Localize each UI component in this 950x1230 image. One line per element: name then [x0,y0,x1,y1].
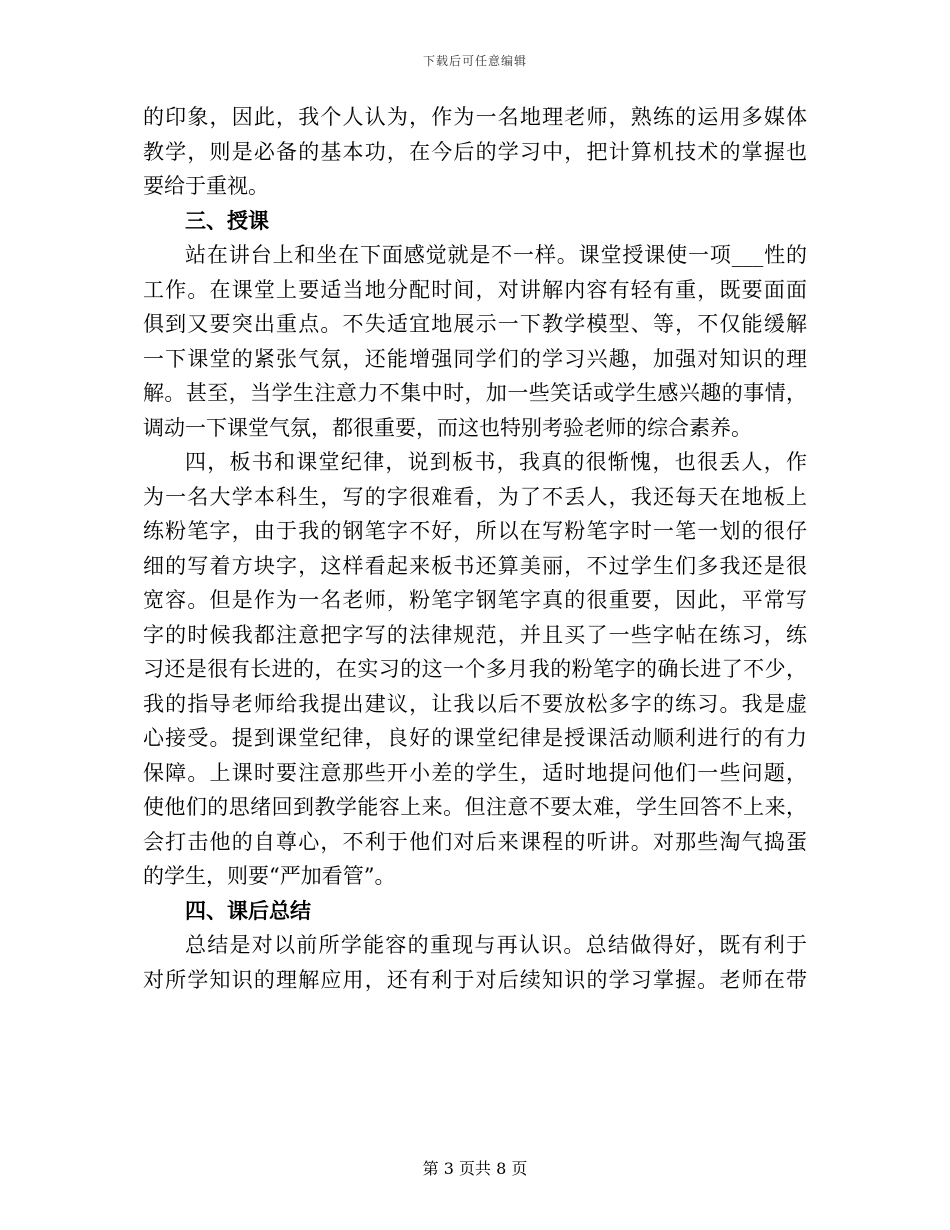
body-line: 教学，则是必备的基本功，在今后的学习中，把计算机技术的掌握也 [143,139,807,164]
body-line: 字的时候我都注意把字写的法律规范，并且买了一些字帖在练习，练 [143,622,807,647]
body-line: 我的指导老师给我提出建议，让我以后不要放松多字的练习。我是虚 [143,691,807,716]
body-line: 练粉笔字，由于我的钢笔字不好，所以在写粉笔字时一笔一划的很仔 [143,519,807,543]
section-heading: 三、授课 [185,207,269,233]
body-line: 细的写着方块字，这样看起来板书还算美丽，不过学生们多我还是很 [143,553,807,578]
page-number: 第 3 页共 8 页 [422,1159,528,1178]
body-line: 一下课堂的紧张气氛，还能增强同学们的学习兴趣，加强对知识的理 [143,346,807,371]
body-line: 心接受。提到课堂纪律，良好的课堂纪律是授课活动顺利进行的有力 [143,726,807,750]
page-header: 下载后可任意编辑 [422,54,527,68]
body-line: 解。甚至，当学生注意力不集中时，加一些笑话或学生感兴趣的事情， [143,381,807,405]
body-line: 调动一下课堂气氛，都很重要，而这也特别考验老师的综合素养。 [143,415,752,440]
body-line: 站在讲台上和坐在下面感觉就是不一样。课堂授课使一项___性的 [185,243,807,267]
body-line: 保障。上课时要注意那些开小差的学生，适时地提问他们一些问题， [143,760,807,785]
body-line: 使他们的思绪回到教学能容上来。但注意不要太难，学生回答不上来， [143,795,807,819]
body-line: 俱到又要突出重点。不失适宜地展示一下教学模型、等，不仅能缓解 [143,312,807,336]
body-line: 工作。在课堂上要适当地分配时间，对讲解内容有轻有重，既要面面 [143,277,807,302]
body-line: 的印象，因此，我个人认为，作为一名地理老师，熟练的运用多媒体 [143,105,807,129]
body-line: 的学生，则要“严加看管”。 [143,864,396,888]
body-line: 四，板书和课堂纪律，说到板书，我真的很惭愧，也很丢人，作 [185,450,807,474]
body-line: 会打击他的自尊心，不利于他们对后来课程的听讲。对那些淘气捣蛋 [143,829,807,854]
body-line: 习还是很有长进的，在实习的这一个多月我的粉笔字的确长进了不少， [143,657,807,681]
body-line: 为一名大学本科生，写的字很难看，为了不丢人，我还每天在地板上 [143,484,807,509]
body-line: 要给于重视。 [143,174,269,198]
body-line: 对所学知识的理解应用，还有利于对后续知识的学习掌握。老师在带 [143,967,807,992]
section-heading: 四、课后总结 [185,897,311,923]
body-line: 宽容。但是作为一名老师，粉笔字钢笔字真的很重要，因此，平常写 [143,588,807,612]
body-line: 总结是对以前所学能容的重现与再认识。总结做得好，既有利于 [185,933,807,957]
document-body [143,100,807,997]
